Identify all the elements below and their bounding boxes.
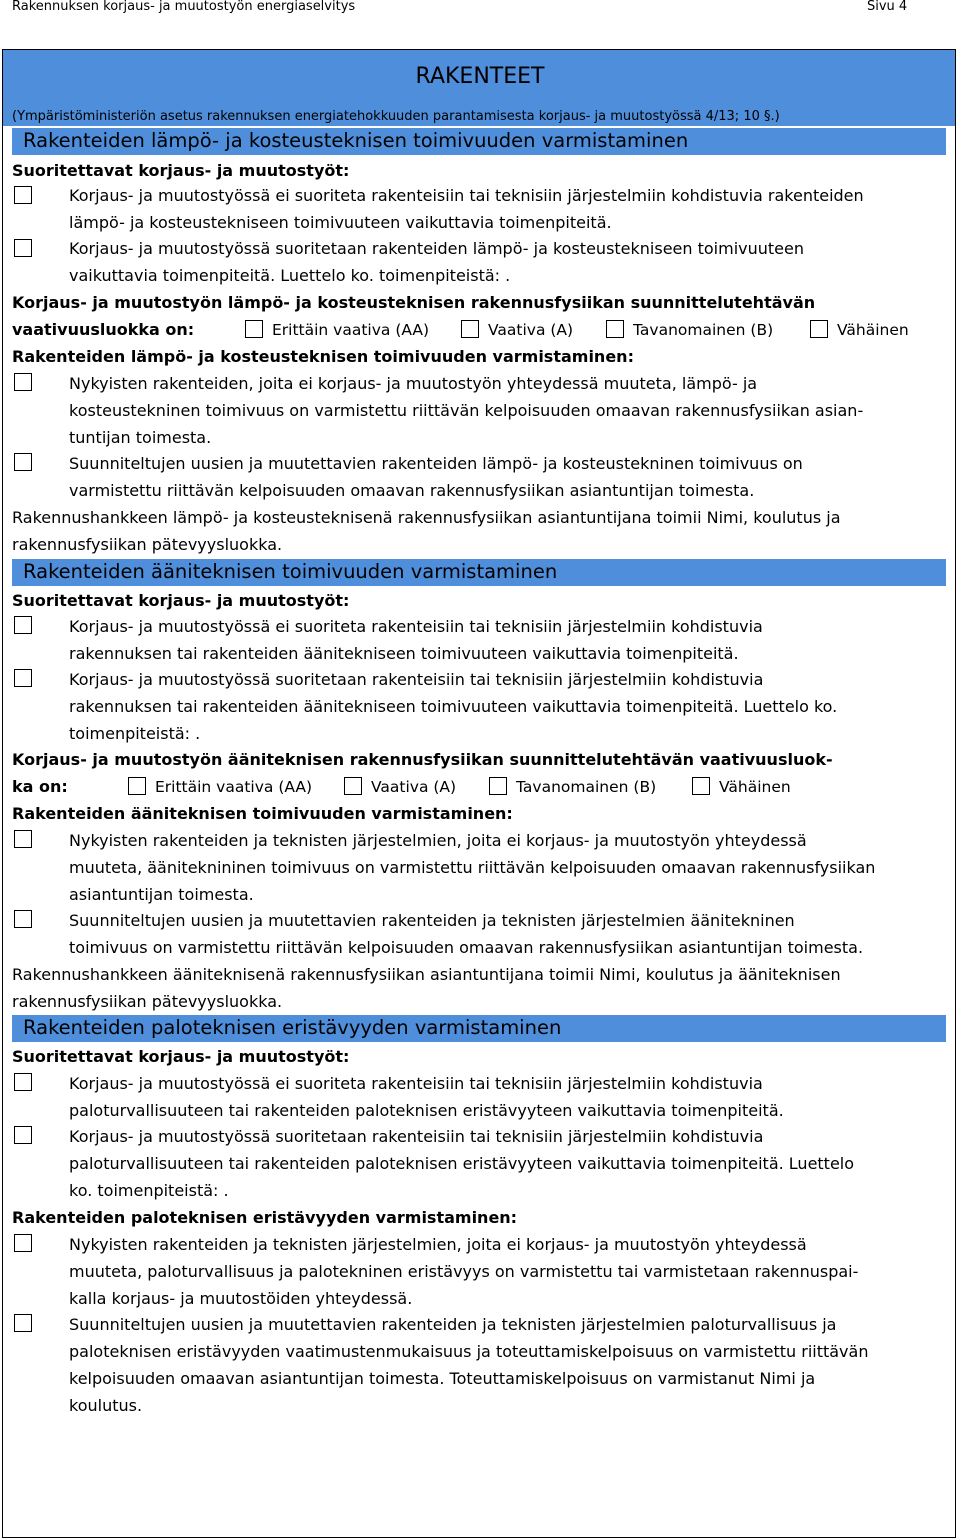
checkbox-acoustic-existing[interactable] bbox=[14, 830, 32, 848]
checkbox-class-c[interactable] bbox=[692, 777, 710, 795]
verification-heading: Rakenteiden paloteknisen eristävyyden varmistaminen: bbox=[12, 1208, 518, 1227]
option-label: Tavanomainen (B) bbox=[516, 778, 657, 796]
section-title: Rakenteiden paloteknisen eristävyyden varmistaminen bbox=[23, 1016, 562, 1039]
option-label: Erittäin vaativa (AA) bbox=[272, 321, 430, 339]
checkbox-acoustic-no-work[interactable] bbox=[14, 616, 32, 634]
main-title: RAKENTEET bbox=[415, 64, 545, 89]
checkbox-class-a[interactable] bbox=[344, 777, 362, 795]
class-heading: Korjaus- ja muutostyön ääniteknisen rakennusfysiikan suunnittelutehtävän vaativuusluok- bbox=[12, 750, 833, 769]
option-label: Vähäinen bbox=[719, 778, 791, 796]
option-text-line: Suunniteltujen uusien ja muutettavien rakenteiden ja teknisten järjestelmien paloturvallisuus ja bbox=[69, 1315, 837, 1334]
option-text-line: kosteustekninen toimivuus on varmistettu riittävän kelpoisuuden omaavan rakennusfysiikan asian- bbox=[69, 401, 864, 420]
option-text-line: paloturvallisuuteen tai rakenteiden paloteknisen eristävyyteen vaikuttavia toimenpiteitä. Luettelo bbox=[69, 1154, 855, 1173]
option-text-line: Nykyisten rakenteiden ja teknisten järjestelmien, joita ei korjaus- ja muutostyön yhteydessä bbox=[69, 831, 807, 850]
option-text-line: varmistettu riittävän kelpoisuuden omaavan rakennusfysiikan asiantuntijan toimesta. bbox=[69, 481, 755, 500]
option-text-line: paloteknisen eristävyyden vaatimustenmukaisuus ja toteuttamiskelpoisuus on varmistettu riittävän bbox=[69, 1342, 869, 1361]
checkbox-acoustic-new[interactable] bbox=[14, 910, 32, 928]
expert-text: Rakennushankkeen lämpö- ja kosteusteknisenä rakennusfysiikan asiantuntijana toimii Nimi, koulutus ja bbox=[12, 508, 841, 527]
page-header bbox=[12, 0, 912, 14]
option-text-line: Korjaus- ja muutostyössä ei suoriteta rakenteisiin tai teknisiin järjestelmiin kohdistuvia rakenteiden bbox=[69, 186, 864, 205]
option-label: Vähäinen bbox=[837, 321, 909, 339]
checkbox-class-b[interactable] bbox=[489, 777, 507, 795]
expert-text: rakennusfysiikan pätevyysluokka. bbox=[12, 535, 283, 554]
class-heading: vaativuusluokka on: bbox=[12, 320, 195, 339]
class-heading: ka on: bbox=[12, 777, 68, 796]
option-text-line: kelpoisuuden omaavan asiantuntijan toimesta. Toteuttamiskelpoisuus on varmistanut Nimi ja bbox=[69, 1369, 816, 1388]
works-heading: Suoritettavat korjaus- ja muutostyöt: bbox=[12, 1047, 350, 1066]
option-text-line: koulutus. bbox=[69, 1396, 143, 1415]
option-text-line: Korjaus- ja muutostyössä suoritetaan rakenteiden lämpö- ja kosteustekniseen toimivuuteen bbox=[69, 239, 805, 258]
checkbox-class-b[interactable] bbox=[606, 320, 624, 338]
option-text-line: tuntijan toimesta. bbox=[69, 428, 212, 447]
option-text-line: lämpö- ja kosteustekniseen toimivuuteen vaikuttavia toimenpiteitä. bbox=[69, 213, 612, 232]
checkbox-thermal-no-work[interactable] bbox=[14, 186, 32, 204]
option-text-line: Suunniteltujen uusien ja muutettavien rakenteiden ja teknisten järjestelmien äänitekninen bbox=[69, 911, 795, 930]
checkbox-fire-existing[interactable] bbox=[14, 1234, 32, 1252]
works-heading: Suoritettavat korjaus- ja muutostyöt: bbox=[12, 161, 350, 180]
works-heading: Suoritettavat korjaus- ja muutostyöt: bbox=[12, 591, 350, 610]
section-heading-thermal bbox=[12, 128, 946, 155]
option-text-line: vaikuttavia toimenpiteitä. Luettelo ko. toimenpiteistä: . bbox=[69, 266, 511, 285]
class-heading: Korjaus- ja muutostyön lämpö- ja kosteusteknisen rakennusfysiikan suunnittelutehtävän bbox=[12, 293, 816, 312]
section-heading-fire bbox=[12, 1015, 946, 1042]
option-text-line: Korjaus- ja muutostyössä suoritetaan rakenteisiin tai teknisiin järjestelmiin kohdistuvia bbox=[69, 1127, 764, 1146]
option-text-line: muuteta, paloturvallisuus ja palotekninen eristävyys on varmistettu tai varmistetaan rakennuspai- bbox=[69, 1262, 859, 1281]
verification-heading: Rakenteiden lämpö- ja kosteusteknisen toimivuuden varmistaminen: bbox=[12, 347, 634, 366]
section-title: Rakenteiden ääniteknisen toimivuuden varmistaminen bbox=[23, 560, 558, 583]
option-label: Tavanomainen (B) bbox=[633, 321, 774, 339]
option-text-line: rakennuksen tai rakenteiden äänitekniseen toimivuuteen vaikuttavia toimenpiteitä. bbox=[69, 644, 739, 663]
main-subtitle: (Ympäristöministeriön asetus rakennuksen energiatehokkuuden parantamisesta korjaus- ja muutostyössä 4/13; 10 §.) bbox=[12, 109, 780, 124]
checkbox-class-aa[interactable] bbox=[128, 777, 146, 795]
option-text-line: kalla korjaus- ja muutostöiden yhteydessä. bbox=[69, 1289, 413, 1308]
option-label: Vaativa (A) bbox=[488, 321, 574, 339]
option-text-line: Nykyisten rakenteiden, joita ei korjaus- ja muutostyön yhteydessä muuteta, lämpö- ja bbox=[69, 374, 758, 393]
verification-heading: Rakenteiden ääniteknisen toimivuuden varmistaminen: bbox=[12, 804, 513, 823]
checkbox-thermal-work[interactable] bbox=[14, 239, 32, 257]
checkbox-fire-no-work[interactable] bbox=[14, 1073, 32, 1091]
checkbox-acoustic-work[interactable] bbox=[14, 669, 32, 687]
checkbox-thermal-new[interactable] bbox=[14, 453, 32, 471]
checkbox-fire-new[interactable] bbox=[14, 1314, 32, 1332]
checkbox-fire-work[interactable] bbox=[14, 1126, 32, 1144]
option-text-line: Nykyisten rakenteiden ja teknisten järjestelmien, joita ei korjaus- ja muutostyön yhteydessä bbox=[69, 1235, 807, 1254]
option-text-line: Korjaus- ja muutostyössä ei suoriteta rakenteisiin tai teknisiin järjestelmiin kohdistuvia bbox=[69, 617, 763, 636]
checkbox-thermal-existing[interactable] bbox=[14, 373, 32, 391]
page-number: Sivu 4 bbox=[867, 0, 908, 14]
checkbox-class-a[interactable] bbox=[461, 320, 479, 338]
option-text-line: Korjaus- ja muutostyössä suoritetaan rakenteisiin tai teknisiin järjestelmiin kohdistuvia bbox=[69, 670, 764, 689]
option-text-line: ko. toimenpiteistä: . bbox=[69, 1181, 229, 1200]
checkbox-class-aa[interactable] bbox=[245, 320, 263, 338]
option-text-line: asiantuntijan toimesta. bbox=[69, 885, 254, 904]
option-label: Vaativa (A) bbox=[371, 778, 457, 796]
expert-text: Rakennushankkeen ääniteknisenä rakennusfysiikan asiantuntijana toimii Nimi, koulutus ja ääniteknisen bbox=[12, 965, 841, 984]
option-text-line: rakennuksen tai rakenteiden äänitekniseen toimivuuteen vaikuttavia toimenpiteitä. Luettelo ko. bbox=[69, 697, 838, 716]
section-heading-acoustic bbox=[12, 559, 946, 586]
option-text-line: paloturvallisuuteen tai rakenteiden paloteknisen eristävyyteen vaikuttavia toimenpiteitä. bbox=[69, 1101, 784, 1120]
option-text-line: Korjaus- ja muutostyössä ei suoriteta rakenteisiin tai teknisiin järjestelmiin kohdistuvia bbox=[69, 1074, 763, 1093]
document-title: Rakennuksen korjaus- ja muutostyön energiaselvitys bbox=[12, 0, 356, 14]
option-text-line: toimenpiteistä: . bbox=[69, 724, 201, 743]
option-text-line: toimivuus on varmistettu riittävän kelpoisuuden omaavan rakennusfysiikan asiantuntijan toimesta. bbox=[69, 938, 864, 957]
checkbox-class-c[interactable] bbox=[810, 320, 828, 338]
section-title: Rakenteiden lämpö- ja kosteusteknisen toimivuuden varmistaminen bbox=[23, 129, 689, 152]
option-text-line: Suunniteltujen uusien ja muutettavien rakenteiden lämpö- ja kosteustekninen toimivuus on bbox=[69, 454, 803, 473]
option-text-line: muuteta, ääniteknininen toimivuus on varmistettu riittävän kelpoisuuden omaavan rakennusfysiikan bbox=[69, 858, 876, 877]
expert-text: rakennusfysiikan pätevyysluokka. bbox=[12, 992, 283, 1011]
option-label: Erittäin vaativa (AA) bbox=[155, 778, 313, 796]
